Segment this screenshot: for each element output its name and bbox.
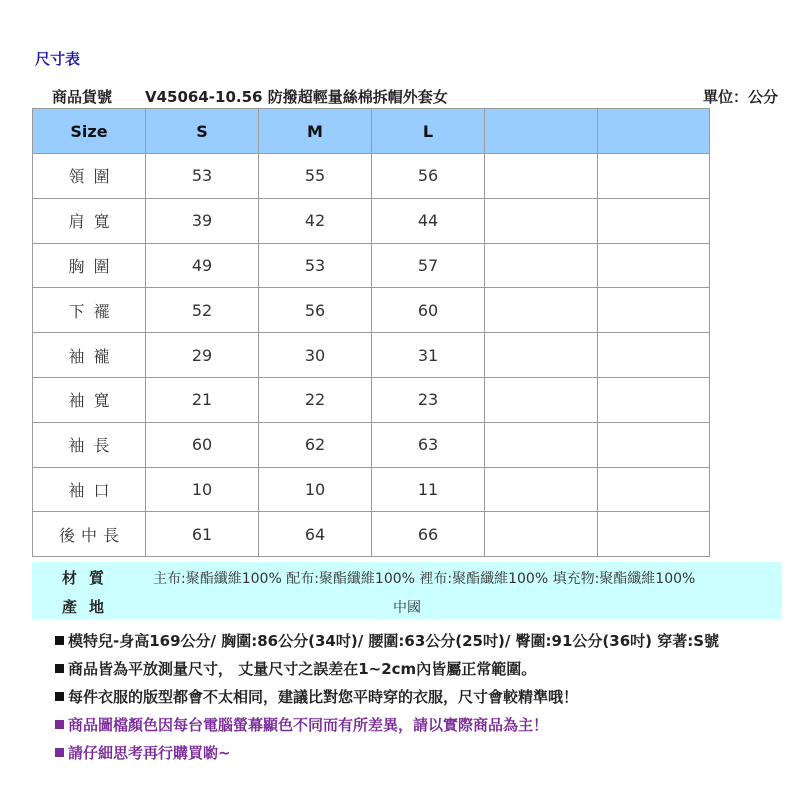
table-row bbox=[33, 154, 710, 199]
table-cell: 56 bbox=[259, 288, 372, 333]
row-label: 袖口 bbox=[33, 467, 146, 512]
table-cell bbox=[598, 333, 710, 378]
table-cell: 44 bbox=[372, 198, 485, 243]
table-cell: 10 bbox=[146, 467, 259, 512]
note-text: 模特兒-身高169公分/ 胸圍:86公分(34吋)/ 腰圍:63公分(25吋)/ 臀圍:91公分(36吋) 穿著:S號 bbox=[68, 632, 720, 650]
list-item bbox=[55, 630, 795, 658]
page-title: 尺寸表 bbox=[35, 50, 81, 68]
note-text: 商品圖檔顏色因每台電腦螢幕顯色不同而有所差異，請以實際商品為主！ bbox=[68, 716, 549, 734]
table-cell bbox=[485, 422, 598, 467]
table-cell bbox=[598, 198, 710, 243]
table-row bbox=[33, 198, 710, 243]
table-cell: 49 bbox=[146, 243, 259, 288]
header-cell-m: M bbox=[259, 109, 372, 154]
row-label: 胸圍 bbox=[33, 243, 146, 288]
table-cell bbox=[485, 243, 598, 288]
bullet-square-icon bbox=[55, 692, 64, 701]
table-cell bbox=[598, 243, 710, 288]
row-label: 肩寬 bbox=[33, 198, 146, 243]
table-cell: 55 bbox=[259, 154, 372, 199]
material-origin-panel bbox=[32, 562, 782, 619]
table-cell bbox=[598, 288, 710, 333]
row-label: 領圍 bbox=[33, 154, 146, 199]
table-cell: 64 bbox=[259, 512, 372, 557]
table-cell: 60 bbox=[146, 422, 259, 467]
table-cell: 52 bbox=[146, 288, 259, 333]
table-cell: 53 bbox=[146, 154, 259, 199]
row-label: 後中長 bbox=[33, 512, 146, 557]
size-table bbox=[32, 108, 710, 557]
product-header bbox=[32, 86, 780, 106]
table-cell: 57 bbox=[372, 243, 485, 288]
table-cell: 63 bbox=[372, 422, 485, 467]
bullet-square-icon bbox=[55, 664, 64, 673]
table-row bbox=[33, 333, 710, 378]
product-code: V45064-10.56 防撥超輕量絲棉拆帽外套女 bbox=[145, 88, 448, 106]
table-cell bbox=[598, 467, 710, 512]
table-row bbox=[33, 243, 710, 288]
list-item bbox=[55, 714, 795, 742]
table-cell: 53 bbox=[259, 243, 372, 288]
row-label: 袖襱 bbox=[33, 333, 146, 378]
header-cell-s: S bbox=[146, 109, 259, 154]
list-item bbox=[55, 658, 795, 686]
origin-value: 中國 bbox=[393, 600, 421, 616]
header-cell-empty bbox=[485, 109, 598, 154]
unit-label: 單位：公分 bbox=[702, 88, 778, 106]
note-text: 商品皆為平放測量尺寸， 丈量尺寸之誤差在1~2cm內皆屬正常範圍。 bbox=[68, 660, 537, 678]
table-cell bbox=[485, 333, 598, 378]
table-cell bbox=[485, 154, 598, 199]
table-row bbox=[33, 512, 710, 557]
row-label: 袖長 bbox=[33, 422, 146, 467]
material-value: 主布:聚酯纖維100% 配布:聚酯纖維100% 裡布:聚酯纖維100% 填充物:聚酯纖維100% bbox=[153, 571, 696, 587]
table-cell: 22 bbox=[259, 377, 372, 422]
product-code-label: 商品貨號 bbox=[52, 88, 113, 106]
table-cell bbox=[598, 154, 710, 199]
table-cell bbox=[485, 377, 598, 422]
table-cell: 62 bbox=[259, 422, 372, 467]
note-text: 請仔細思考再行購買喲~ bbox=[68, 744, 231, 762]
table-cell: 61 bbox=[146, 512, 259, 557]
table-cell: 31 bbox=[372, 333, 485, 378]
row-label: 下襬 bbox=[33, 288, 146, 333]
table-cell bbox=[598, 512, 710, 557]
list-item bbox=[55, 742, 795, 770]
table-row bbox=[33, 377, 710, 422]
table-cell bbox=[485, 288, 598, 333]
table-cell: 60 bbox=[372, 288, 485, 333]
table-cell bbox=[485, 198, 598, 243]
table-row bbox=[33, 288, 710, 333]
bullet-square-icon bbox=[55, 748, 64, 757]
table-cell: 42 bbox=[259, 198, 372, 243]
table-cell: 21 bbox=[146, 377, 259, 422]
notes-list bbox=[55, 630, 795, 770]
table-cell: 29 bbox=[146, 333, 259, 378]
header-cell-size: Size bbox=[33, 109, 146, 154]
table-cell bbox=[598, 377, 710, 422]
table-cell: 10 bbox=[259, 467, 372, 512]
table-row bbox=[33, 467, 710, 512]
bullet-square-icon bbox=[55, 636, 64, 645]
table-cell: 66 bbox=[372, 512, 485, 557]
list-item bbox=[55, 686, 795, 714]
table-cell bbox=[598, 422, 710, 467]
table-cell: 56 bbox=[372, 154, 485, 199]
row-label: 袖寬 bbox=[33, 377, 146, 422]
table-cell: 23 bbox=[372, 377, 485, 422]
table-cell bbox=[485, 467, 598, 512]
table-cell bbox=[485, 512, 598, 557]
table-cell: 39 bbox=[146, 198, 259, 243]
table-row bbox=[33, 422, 710, 467]
table-cell: 30 bbox=[259, 333, 372, 378]
table-cell: 11 bbox=[372, 467, 485, 512]
note-text: 每件衣服的版型都會不太相同，建議比對您平時穿的衣服，尺寸會較精準哦！ bbox=[68, 688, 579, 706]
origin-label: 產地 bbox=[62, 598, 117, 616]
header-cell-l: L bbox=[372, 109, 485, 154]
material-label: 材質 bbox=[62, 569, 117, 587]
header-cell-empty bbox=[598, 109, 710, 154]
table-header-row bbox=[33, 109, 710, 154]
bullet-square-icon bbox=[55, 720, 64, 729]
